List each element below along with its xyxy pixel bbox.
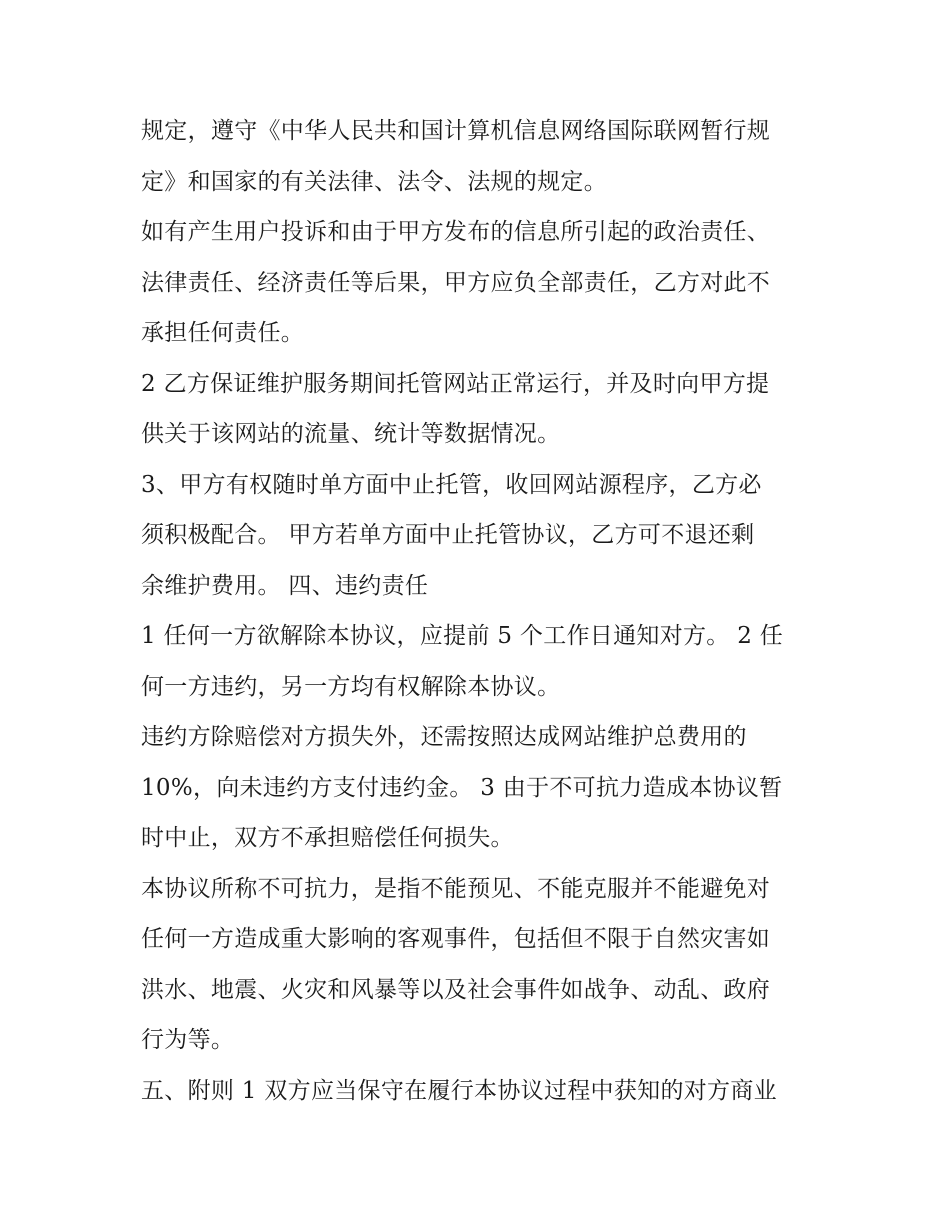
text-line: 洪水、地震、火灾和风暴等以及社会事件如战争、动乱、政府 [141, 976, 771, 1003]
paragraph-supplementary-provisions [141, 1066, 821, 1117]
paragraph-breach-compensation [141, 712, 821, 864]
paragraph-clause-2-operation [141, 359, 821, 460]
text-line: 定》和国家的有关法律、法令、法规的规定。 [141, 168, 607, 195]
text-line: 余维护费用。 四、违约责任 [141, 572, 429, 599]
text-line: 规定，遵守《中华人民共和国计算机信息网络国际联网暂行规 [141, 118, 771, 144]
paragraph-party-a-liability [141, 207, 821, 359]
text-line: 违约方除赔偿对方损失外，还需按照达成网站维护总费用的 [141, 724, 747, 750]
text-line: 须积极配合。 甲方若单方面中止托管协议，乙方可不退还剩 [141, 522, 755, 548]
paragraph-force-majeure [141, 864, 821, 1066]
text-line: 如有产生用户投诉和由于甲方发布的信息所引起的政治责任、 [141, 219, 771, 245]
document-body [141, 106, 821, 1116]
text-line: 3、甲方有权随时单方面中止托管，收回网站源程序，乙方必 [141, 471, 762, 498]
text-line: 时中止，双方不承担赔偿任何损失。 [141, 825, 514, 851]
text-line: 行为等。 [141, 1027, 235, 1053]
paragraph-clause-3-termination [141, 460, 821, 612]
text-line: 五、附则 1 双方应当保守在履行本协议过程中获知的对方商业 [141, 1077, 777, 1104]
text-line: 1 任何一方欲解除本协议，应提前 5 个工作日通知对方。 2 任 [141, 623, 784, 649]
text-line: 供关于该网站的流量、统计等数据情况。 [141, 421, 561, 447]
paragraph-regulations [141, 106, 821, 207]
text-line: 2 乙方保证维护服务期间托管网站正常运行，并及时向甲方提 [141, 370, 770, 397]
text-line: 任何一方造成重大影响的客观事件，包括但不限于自然灾害如 [141, 926, 771, 952]
text-line: 法律责任、经济责任等后果，甲方应负全部责任，乙方对此不 [141, 269, 771, 296]
text-line: 何一方违约，另一方均有权解除本协议。 [141, 673, 561, 700]
paragraph-breach-clause-1 [141, 611, 821, 712]
text-line: 10%，向未违约方支付违约金。 3 由于不可抗力造成本协议暂 [141, 774, 783, 801]
text-line: 本协议所称不可抗力，是指不能预见、不能克服并不能避免对 [141, 875, 771, 902]
text-line: 承担任何责任。 [141, 320, 305, 346]
